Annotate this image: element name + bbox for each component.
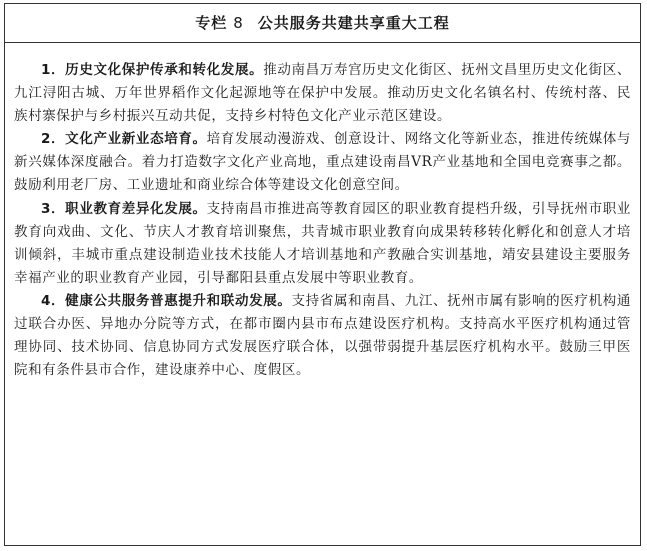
- item-paragraph: [14, 59, 631, 128]
- item-lead: 3．职业教育差异化发展。: [41, 200, 207, 217]
- item-paragraph: [14, 128, 631, 197]
- feature-box: [4, 3, 641, 546]
- box-header: [5, 4, 640, 43]
- header-number: 8: [233, 14, 244, 32]
- item-text: 培育发展动漫游戏、创意设计、网络文化等新业态，推进传统媒体与新兴媒体深度融合。着力打造数字文化产业高地，重点建设南昌VR产业基地和全国电竞赛事之都。鼓励利用老厂房、工业遗址和商业综合体等建设文化创意空间。: [14, 131, 632, 194]
- item-lead: 1．历史文化保护传承和转化发展。: [41, 62, 264, 78]
- item-paragraph: [14, 198, 631, 290]
- item-text: 支持南昌市推进高等教育园区的职业教育提档升级，引导抚州市职业教育向戏曲、文化、节庆人才教育培训聚焦，共青城市职业教育向成果转移转化孵化和创意人才培训倾斜，丰城市重点建设制造业技术技能人才培训基地和产教融合实训基地，靖安县建设主要服务幸福产业的职业教育产业园，引导鄱阳县重点发展中等职业教育。: [14, 200, 632, 286]
- item-lead: 4．健康公共服务普惠提升和联动发展。: [41, 292, 292, 309]
- item-lead: 2．文化产业新业态培育。: [41, 131, 207, 148]
- item-text: 推动南昌万寿宫历史文化街区、抚州文昌里历史文化街区、九江浔阳古城、万年世界稻作文化起源地等在保护中发展。推动历史文化名镇名村、传统村落、民族村寨保护与乡村振兴互动共促，支持乡村特色文化产业示范区建设。: [14, 62, 631, 125]
- item-paragraph: [14, 290, 631, 382]
- header-label: 专栏: [195, 14, 228, 32]
- box-content: [14, 59, 631, 382]
- item-text: 支持省属和南昌、九江、抚州市属有影响的医疗机构通过联合办医、异地办分院等方式，在都市圈内县市布点建设医疗机构。支持高水平医疗机构通过管理协同、技术协同、信息协同方式发展医疗联合体，以强带弱提升基层医疗机构水平。鼓励三甲医院和有条件县市合作，建设康养中心、度假区。: [14, 292, 631, 379]
- header-title: 公共服务共建共享重大工程: [257, 14, 450, 32]
